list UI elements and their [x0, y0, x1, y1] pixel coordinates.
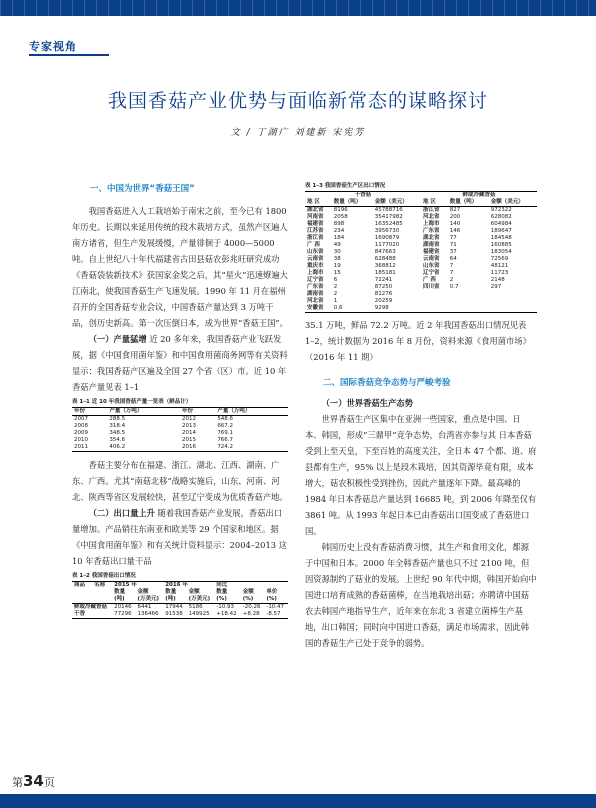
table-header-cell: (%): [241, 596, 265, 604]
table-cell: 广 西: [422, 277, 436, 283]
table-row: [305, 263, 537, 270]
table-cell: 30: [333, 249, 341, 255]
table-header-cell: 年份: [72, 408, 107, 416]
table-row: [305, 284, 537, 291]
table-cell: 上海市: [422, 221, 440, 227]
table-cell: 河南省: [307, 214, 324, 220]
table-cell: [421, 305, 448, 313]
table-cell: 87250: [374, 284, 393, 290]
table-row: [72, 423, 288, 430]
table-cell: 9298: [373, 305, 421, 313]
table-cell: 136466: [136, 611, 164, 619]
section-heading-2: 二、国际香菇竞争态势与严峻考验: [323, 378, 451, 388]
table-cell: 湖南省: [307, 291, 324, 297]
table-cell: 7: [449, 263, 454, 269]
table-cell: 548.6: [217, 416, 234, 422]
table-header-cell: 年份: [180, 408, 215, 416]
table-header-cell: 名称: [92, 582, 112, 590]
table-cell: 福建省: [422, 249, 440, 255]
table-row: [72, 430, 288, 437]
table-header-cell: 数量: [165, 589, 177, 595]
paragraph: 35.1 万吨，鲜品 72.2 万吨。近 2 年我国香菇出口情况见表 1–2，统计数据为 2016 年 8 月份，资料来源《食用菌市场》（2016 年 11 期）: [305, 320, 531, 362]
right-column: [305, 182, 537, 651]
table-cell: 368812: [374, 263, 396, 269]
table-header-cell: (万美元): [187, 596, 215, 604]
table-cell: 234: [333, 228, 345, 234]
paragraph: 韩国历史上没有香菇消费习惯，其生产和食用文化，都源于中国和日本。2000 年全韩香菇产量也只不过 2100 吨，但因资源制约了菇业的发展。上世纪 90 年代中期，韩国开始向中国进口培育成熟的香菇菌棒，在当地栽培出菇；亦聘请中国菇农去韩国产地指导生产，近年来在东北 3 省建立菌棒生产基地，出口韩国；同时向中国进口香菇，满足市场需求，因此韩国的香菇生产已处于竞争的弱势。: [305, 542, 537, 648]
table-header-row: [72, 589, 288, 596]
table-cell: [448, 291, 489, 298]
table-cell: -10.93: [216, 604, 235, 610]
table-cell: 724.2: [215, 444, 288, 452]
table-cell: 38: [333, 256, 341, 262]
table-cell: 72241: [374, 277, 393, 283]
table-cell: 鲜或冷藏香菇: [74, 604, 108, 610]
table-cell: 湖北省: [307, 207, 324, 213]
page-suffix: 页: [43, 776, 55, 789]
table-cell: [421, 298, 448, 305]
paragraph-text: 随着我国香菇产业发展，香菇出口量增加。产品销往东南亚和欧美等 29 个国家和地区。据《中国食用菌年鉴》和有关统计资料显示：2004–2013 这 10 年香菇出口量干品: [72, 508, 287, 566]
table-header-cell: 金额: [137, 589, 149, 595]
paragraph: [72, 331, 288, 395]
table-cell: 8196: [333, 207, 348, 213]
table-header-cell: (%): [214, 596, 240, 604]
page-num: 34: [23, 772, 44, 790]
table-cell: 20259: [374, 298, 393, 304]
table-cell: 辽宁省: [422, 270, 440, 276]
table-cell: 318.4: [109, 423, 126, 429]
table-header-cell: (吨): [163, 596, 186, 604]
table-cell: 1177020: [374, 242, 400, 248]
table-header-cell: 产量（万吨）: [215, 408, 288, 416]
table-header-cell: 数量（吨）: [448, 199, 489, 207]
table-row: [305, 242, 537, 249]
table-cell: 35417982: [374, 214, 403, 220]
table-cell: 上海市: [307, 270, 324, 276]
table-cell: 37: [449, 249, 457, 255]
table-cell: 干香: [72, 611, 112, 619]
page-number: [12, 772, 55, 790]
table-cell: 972322: [490, 207, 512, 213]
table-cell: 1690879: [374, 235, 400, 241]
table-cell: 0.7: [449, 284, 459, 290]
table-cell: 15: [333, 270, 341, 276]
table-cell: 浙江省: [307, 235, 324, 241]
table-header-cell: 金额（美元）: [489, 199, 537, 207]
table-cell: 辽宁省: [307, 277, 324, 283]
table-cell: 183054: [490, 249, 512, 255]
table-cell: 288.5: [109, 416, 126, 422]
table-cell: 149925: [187, 611, 215, 619]
table-header-cell: 同比: [214, 582, 288, 590]
table-cell: 四川省: [422, 284, 440, 290]
table-row: [72, 604, 288, 612]
table-row: [305, 256, 537, 263]
table-cell: 2: [449, 277, 454, 283]
table-3: [305, 191, 537, 313]
table-cell: 185181: [374, 270, 396, 276]
table-cell: 71: [449, 242, 457, 248]
table-cell: 11723: [490, 270, 509, 276]
table-cell: 49: [333, 242, 341, 248]
table-cell: 5186: [188, 604, 203, 610]
table-cell: [489, 305, 537, 313]
table-cell: [448, 305, 489, 313]
table-row: [305, 207, 537, 215]
table-row: [305, 270, 537, 277]
table-cell: 云南省: [307, 256, 324, 262]
table-cell: 766.7: [217, 437, 234, 443]
table-row: [305, 305, 537, 313]
table-cell: 2012: [181, 416, 196, 422]
table-group-cell: 干香菇: [305, 192, 421, 200]
paragraph: [72, 505, 288, 569]
table-cell: 云南省: [422, 256, 440, 262]
table-1-caption: 表 1–1 近 10 年我国香菇产量一览表（鲜品计）: [72, 399, 192, 405]
table-cell: 安徽省: [305, 305, 332, 313]
table-cell: 6: [333, 277, 338, 283]
table-row: [72, 437, 288, 444]
table-cell: 1: [333, 298, 338, 304]
table-cell: 667.2: [217, 423, 234, 429]
top-grid-pattern: [0, 0, 596, 16]
table-cell: 2148: [490, 277, 505, 283]
table-cell: 2: [333, 284, 338, 290]
table-header-row: [72, 596, 288, 604]
table-cell: 0.6: [332, 305, 373, 313]
table-cell: 64: [449, 256, 457, 262]
table-cell: 189647: [490, 228, 512, 234]
table-cell: 2016: [180, 444, 215, 452]
table-row: [72, 444, 288, 452]
table-row: [305, 235, 537, 242]
table-row: [305, 221, 537, 228]
table-cell: 山东省: [307, 249, 324, 255]
table-row: [305, 298, 537, 305]
table-cell: 91538: [163, 611, 186, 619]
table-cell: 广东省: [307, 284, 324, 290]
table-header-cell: (%): [264, 596, 288, 604]
table-cell: 146: [449, 228, 461, 234]
table-group-cell: 鲜或冷藏香菇: [421, 192, 537, 200]
table-cell: 48121: [490, 263, 509, 269]
page-prefix: 第: [12, 776, 23, 789]
table-header-cell: 商品: [72, 582, 92, 590]
table-cell: 72569: [490, 256, 509, 262]
table-1: [72, 407, 288, 452]
table-cell: 2007: [74, 416, 88, 422]
table-header-cell: 2015 年: [112, 582, 163, 590]
table-cell: 广东省: [422, 228, 440, 234]
footer-color-bar: [0, 794, 596, 808]
table-cell: 184: [333, 235, 345, 241]
table-row: [305, 291, 537, 298]
table-row: [305, 249, 537, 256]
table-cell: 浙江省: [422, 207, 440, 213]
table-cell: 江苏省: [307, 228, 324, 234]
table-cell: 2013: [181, 423, 196, 429]
table-cell: 山东省: [422, 263, 440, 269]
table-cell: 20146: [114, 604, 132, 610]
table-cell: -10.47: [266, 604, 285, 610]
table-cell: 604984: [490, 221, 512, 227]
table-cell: 16352485: [374, 221, 403, 227]
table-header-cell: 产量（万吨）: [107, 408, 180, 416]
table-header-cell: 金额: [188, 589, 200, 595]
table-cell: 184548: [490, 235, 512, 241]
table-cell: 湖北省: [422, 235, 440, 241]
table-cell: 福建省: [307, 221, 324, 227]
table-cell: 19: [333, 263, 341, 269]
table-cell: +8.28: [241, 611, 265, 619]
paragraph: 世界香菇生产区集中在亚洲一些国家，重点是中国、日本、韩国，形成“三鼎甲”竞争态势，台湾省亦参与其 日本香菇受到上至天皇，下至百姓的高度关注，全日本 47 个都、道、府县都有生产，95% 以上是段木栽培，因其资源毕竟有限，成本增大，菇农积极性受到挫伤，因此产量逐年下降。最高峰的 1984 年日本香菇总产量达到 16685 吨，到 2006 年降至仅有 3861 吨。从 1993 年起日本已由香菇出口国变成了香菇进口国。: [305, 414, 537, 536]
subheading: （二）出口量上升: [88, 508, 155, 518]
table-cell: 河北省: [422, 214, 440, 220]
paragraph: 我国香菇进入人工栽培始于南宋之前，至今已有 1800 年历史。长期以来延用传统的段木栽培方式，虽然产区遍人南方诸省，但生产发展缓慢，产量徘徊于 4000—5000 吨。自上世纪八十年代福建省古田县菇农彭兆旺研究成功《香菇袋装新技术》获国家金奖之后，其“星火”迅速燎遍大江南北，使我国香菇生产飞速发展。1990 年 11 月在福州召开的全国香菇专业会议，中国香菇产量达到 3 万吨干品，创历史新高。第一次压倒日本，成为世界“香菇王国”。: [72, 206, 288, 328]
table-cell: 200: [449, 214, 461, 220]
table-cell: [489, 298, 537, 305]
table-row: [305, 214, 537, 221]
table-cell: [448, 298, 489, 305]
table-header-cell: 数量: [114, 589, 126, 595]
table-cell: 6441: [137, 604, 152, 610]
subheading: [305, 395, 537, 411]
table-cell: -8.57: [264, 611, 288, 619]
table-row: [305, 277, 537, 284]
table-cell: 45788716: [374, 207, 403, 213]
table-group-row: [305, 192, 537, 200]
table-cell: 3956730: [374, 228, 400, 234]
table-cell: 297: [490, 284, 502, 290]
table-header-cell: (万美元): [136, 596, 164, 604]
table-cell: 628082: [490, 214, 512, 220]
table-cell: 140: [449, 221, 461, 227]
table-cell: 河北省: [307, 298, 324, 304]
table-header-row: [72, 408, 288, 416]
section-tag-underline: [29, 54, 109, 56]
paragraph: 香菇主要分布在福建、浙江、湖北、江西、湖南、广东、广西。尤其“南菇北移”战略实施后，山东、河南、河北、陕西等省区发展较快，甚至辽宁变成为优质香菇产地。: [72, 460, 288, 502]
table-cell: 17944: [165, 604, 183, 610]
table-cell: +18.42: [214, 611, 240, 619]
table-header-cell: 金额（美元）: [373, 199, 421, 207]
article-title: 我国香菇产业优势与面临新常态的谋略探讨: [107, 90, 488, 112]
table-cell: 628488: [374, 256, 396, 262]
table-cell: 重庆市: [307, 263, 324, 269]
table-cell: 827: [449, 207, 461, 213]
table-cell: 847663: [374, 249, 396, 255]
table-cell: 7: [449, 270, 454, 276]
subheading-text: （一）世界香菇生产态势: [321, 398, 413, 408]
table-header-cell: 单价: [266, 589, 278, 595]
table-cell: 2009: [74, 430, 88, 436]
article-authors: 文 / 丁湖广 刘建新 宋宪芳: [230, 128, 366, 138]
table-header-cell: 2016 年: [163, 582, 214, 590]
table-header-cell: 地 区: [305, 199, 332, 207]
table-header-row: [305, 199, 537, 207]
table-cell: 77296: [112, 611, 135, 619]
table-2-caption: 表 1–2 我国香菇出口情况: [72, 573, 136, 579]
table-cell: [489, 291, 537, 298]
table-cell: 湖南省: [422, 242, 440, 248]
table-cell: 2008: [74, 423, 88, 429]
table-cell: 2: [333, 291, 338, 297]
table-cell: 77: [449, 235, 457, 241]
table-row: [72, 416, 288, 424]
left-column: [72, 181, 288, 619]
table-cell: 348.5: [109, 430, 126, 436]
section-tag: 专家视角: [29, 40, 77, 53]
table-row: [305, 228, 537, 235]
table-header-cell: (吨): [112, 596, 135, 604]
table-cell: 2011: [72, 444, 107, 452]
table-3-caption: 表 1–3 我国香菇生产区出口情况: [305, 183, 386, 189]
table-cell: [421, 291, 448, 298]
table-header-cell: 数量: [216, 589, 228, 595]
table-cell: 2015: [181, 437, 196, 443]
subheading: （一）产量猛增: [88, 334, 147, 344]
table-header-cell: 数量（吨）: [332, 199, 373, 207]
table-cell: 广 西: [307, 242, 320, 248]
table-cell: 769.1: [217, 430, 234, 436]
table-cell: -20.26: [242, 604, 261, 610]
table-row: [72, 611, 288, 619]
table-cell: 160885: [490, 242, 512, 248]
table-cell: 81276: [374, 291, 393, 297]
table-cell: 2010: [74, 437, 88, 443]
table-cell: 898: [333, 221, 345, 227]
table-cell: 406.2: [107, 444, 180, 452]
table-cell: 2058: [333, 214, 348, 220]
table-header-row: [72, 582, 288, 590]
section-heading-1: 一、中国为世界“香菇王国”: [90, 184, 195, 194]
paragraph-text: 近 20 多年来，我国香菇产业飞跃发展，据《中国食用菌年鉴》和中国食用菌商务网等有关资料显示：我国香菇产区遍及全国 27 个省（区）市。近 10 年香菇产量见表 1–1: [72, 334, 288, 392]
table-header-cell: 地 区: [421, 199, 448, 207]
table-header-cell: 金额: [242, 589, 254, 595]
table-cell: 2014: [181, 430, 196, 436]
table-cell: 354.6: [109, 437, 126, 443]
table-2: [72, 581, 288, 619]
